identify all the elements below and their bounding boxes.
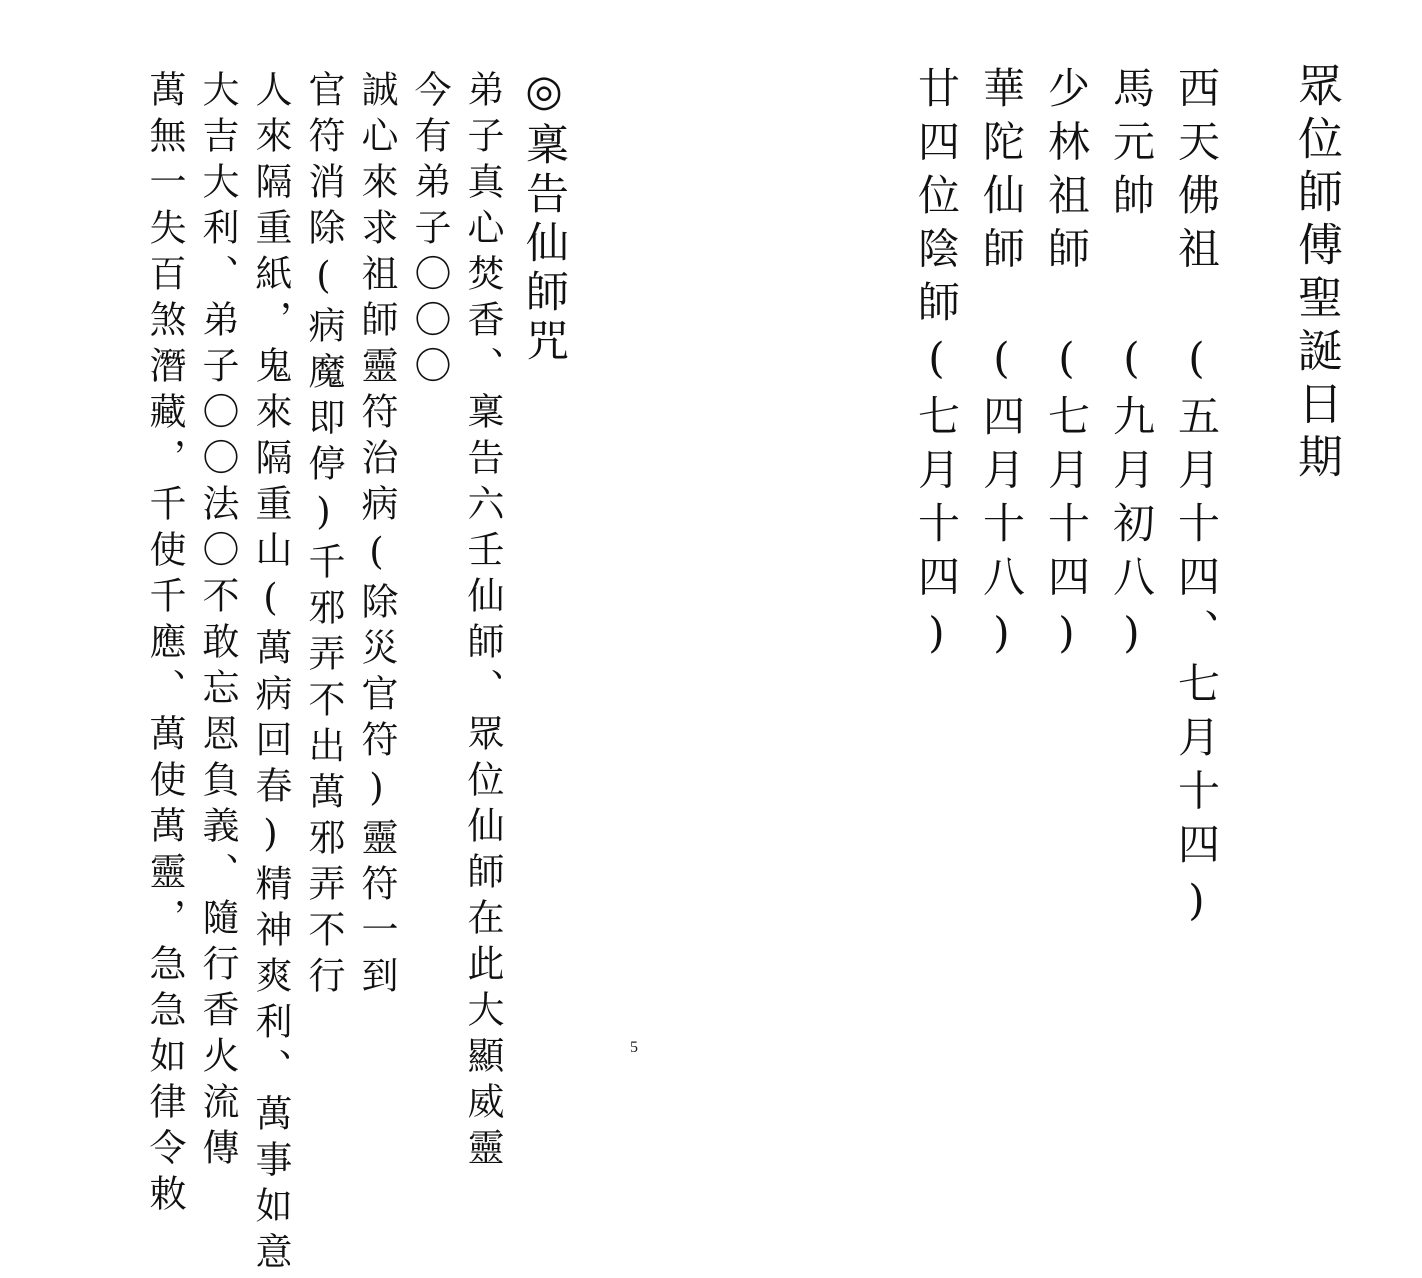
birthday-entry: 少林祖師 (七月十四): [1042, 66, 1091, 669]
birthday-entry: 馬元帥 (九月初八): [1107, 66, 1156, 669]
page-number: 5: [630, 1039, 638, 1056]
incantation-line: 人來隔重紙，鬼來隔重山(萬病回春)精神爽利、萬事如意: [249, 70, 292, 1278]
incantation-line: 官符消除(病魔即停)千邪弄不出萬邪弄不行: [302, 70, 345, 1002]
page-title: 眾位師傅聖誕日期: [1290, 62, 1343, 486]
birthday-entry: 華陀仙師 (四月十八): [977, 66, 1026, 669]
incantation-line: 今有弟子〇〇〇: [408, 70, 451, 392]
incantation-heading: ◎稟告仙師咒: [519, 66, 569, 367]
birthday-entry: 西天佛祖 (五月十四、七月十四): [1172, 66, 1221, 936]
incantation-line: 大吉大利、弟子〇〇法〇不敢忘恩負義、隨行香火流傳: [196, 70, 239, 1174]
birthday-entry: 廿四位陰師(七月十四): [912, 66, 961, 669]
incantation-line: 誠心來求祖師靈符治病(除災官符)靈符一到: [355, 70, 398, 1002]
incantation-line: 弟子真心焚香、稟告六壬仙師、眾位仙師在此大顯威靈: [461, 70, 504, 1174]
incantation-line: 萬無一失百煞潛藏，千使千應、萬使萬靈，急急如律令敕: [143, 70, 186, 1220]
